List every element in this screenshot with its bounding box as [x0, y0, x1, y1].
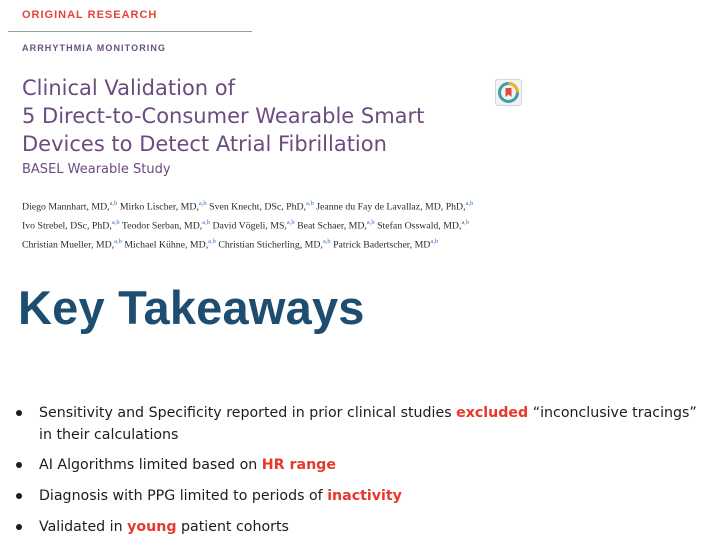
- bullet-highlight: excluded: [456, 405, 529, 421]
- crossmark-icon: [496, 80, 521, 105]
- bullet-text: AI Algorithms limited based on: [39, 457, 262, 473]
- title-line: Devices to Detect Atrial Fibrillation: [22, 132, 387, 156]
- bullet-icon: [16, 410, 22, 416]
- crossmark-badge[interactable]: [495, 79, 522, 106]
- author-line: Christian Mueller, MD,$^{a,b}$ Michael Kühne, MD,$^{a,b}$ Christian Sticherling, MD,$^{a,b}$ Patrick Badertscher, MD$^{a,b}$: [22, 237, 439, 250]
- bullet-text: patient cohorts: [176, 519, 289, 535]
- paper-header: [0, 0, 530, 250]
- bullet-highlight: young: [127, 519, 177, 535]
- article-subtitle: BASEL Wearable Study: [22, 162, 171, 177]
- section-label: ARRHYTHMIA MONITORING: [22, 43, 167, 53]
- takeaways-list: [14, 402, 704, 547]
- bullet-text: “inconclusive tracings” in their calculations: [39, 405, 697, 443]
- author-line: Ivo Strebel, DSc, PhD,$^{a,b}$ Teodor Serban, MD,$^{a,b}$ David Vögeli, MS,$^{a,b}$ Beat Schaer, MD,$^{a,b}$ Stefan Osswald, MD,$^{a,b}$: [22, 218, 470, 232]
- list-item: [14, 485, 704, 507]
- title-line: 5 Direct-to-Consumer Wearable Smart: [22, 104, 425, 128]
- bullet-icon: [16, 493, 22, 499]
- author-line: Diego Mannhart, MD,$^{a,b}$ Mirko Lischer, MD,$^{a,b}$ Sven Knecht, DSc, PhD,$^{a,b}$ Jeanne du Fay de Lavallaz, MD, PhD,$^{a,b}$: [22, 200, 474, 213]
- article-type-label: ORIGINAL RESEARCH: [22, 9, 158, 21]
- title-line: Clinical Validation of: [22, 76, 236, 100]
- bullet-highlight: inactivity: [327, 488, 402, 504]
- bullet-text: Sensitivity and Specificity reported in prior clinical studies: [39, 405, 457, 421]
- list-item: [14, 516, 704, 538]
- bullet-text: Diagnosis with PPG limited to periods of: [39, 488, 328, 504]
- bullet-icon: [16, 524, 22, 530]
- list-item: [14, 402, 704, 446]
- author-list: [22, 196, 522, 252]
- article-title: [22, 74, 492, 158]
- bullet-icon: [16, 462, 22, 468]
- divider: [8, 31, 252, 32]
- bullet-text: Validated in: [39, 519, 128, 535]
- key-takeaways-title: Key Takeaways: [18, 281, 365, 334]
- list-item: [14, 454, 704, 476]
- bullet-highlight: HR range: [261, 457, 336, 473]
